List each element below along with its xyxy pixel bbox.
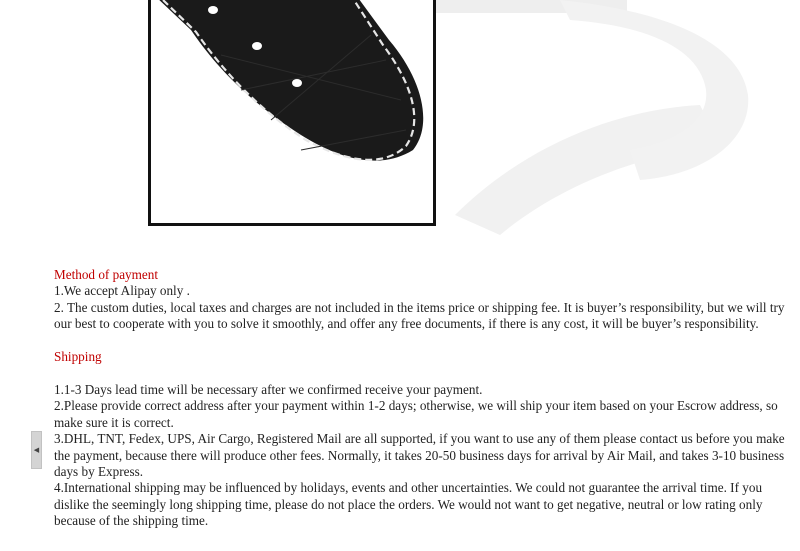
- product-image: [148, 0, 436, 226]
- shipping-item-1: 1.1-3 Days lead time will be necessary after we confirmed receive your payment.: [54, 382, 483, 398]
- collapse-handle[interactable]: [31, 431, 42, 469]
- shipping-item-3: 3.DHL, TNT, Fedex, UPS, Air Cargo, Registered Mail are all supported, if you want to use any of them please contact us before you make the payment, because there will produce other fees. Normally, it takes 20-50 business days for arrival by Air Mail, and takes 3-10 business days by Express.: [54, 431, 785, 480]
- watch-strap-image: [151, 0, 433, 223]
- payment-item-2: 2. The custom duties, local taxes and charges are not included in the items price or shipping fee. It is buyer’s responsibility, but we will try our best to cooperate with you to solve it smoothly, and offer any free documents, if there is any cost, it will be buyer’s responsibility.: [54, 299, 785, 332]
- arrow-left-icon: ◀: [33, 445, 40, 454]
- payment-heading: Method of payment: [54, 267, 159, 282]
- shipping-item-2: 2.Please provide correct address after your payment within 1-2 days; otherwise, we will ship your item based on your Escrow address, so make sure it is correct.: [54, 398, 778, 430]
- shipping-item-4: 4.International shipping may be influenced by holidays, events and other uncertainties. We could not guarantee the arrival time. If you dislike the seemingly long shipping time, please do not place the orders. We would not want to get negative, neutral or low rating only because of the shipping time.: [54, 480, 763, 529]
- description-text: [54, 267, 794, 530]
- payment-item-1: 1.We accept Alipay only .: [54, 283, 190, 299]
- shipping-heading: Shipping: [54, 348, 102, 364]
